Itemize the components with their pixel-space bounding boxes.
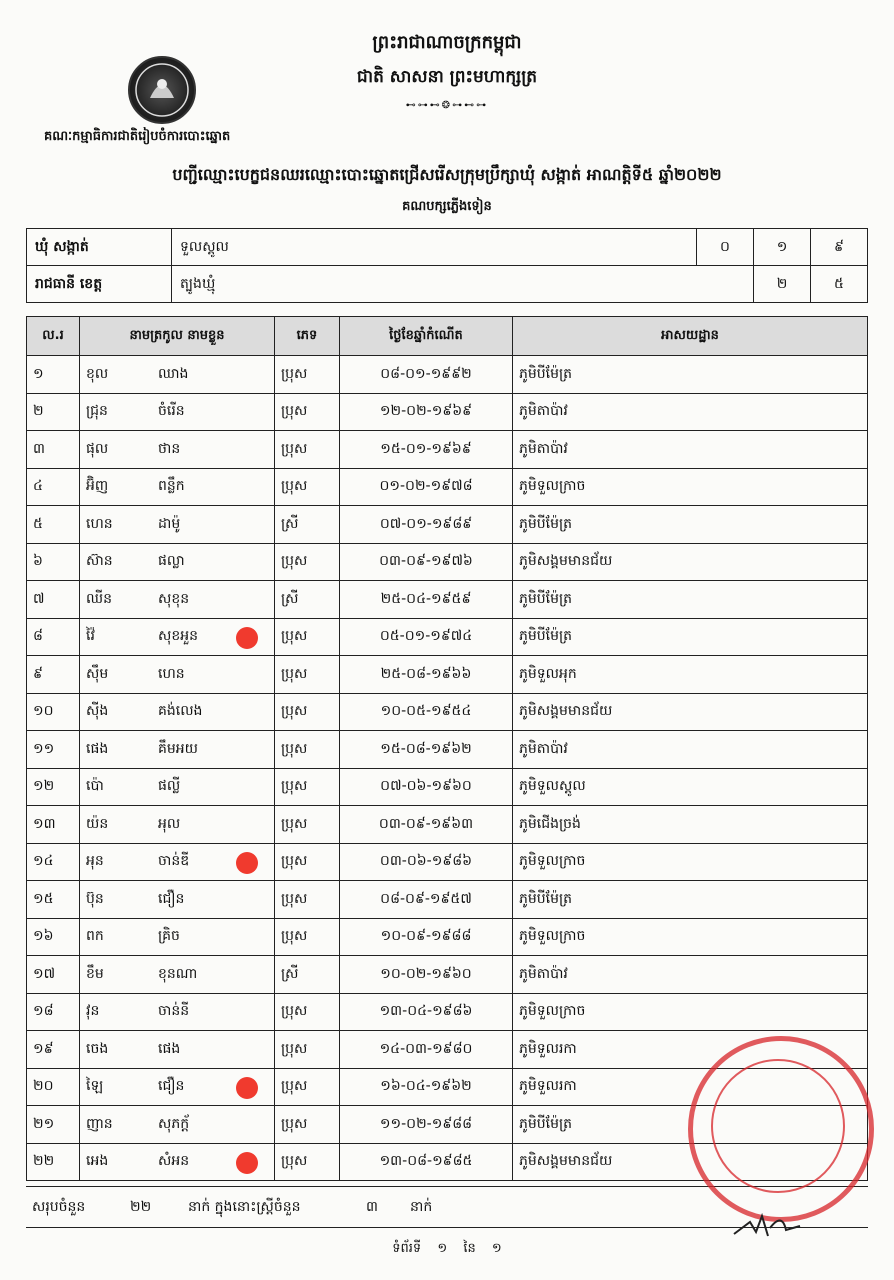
dob-cell: ០៣-០៩-១៩៦៣ [340,806,513,844]
dob-cell: ១២-០២-១៩៦៩ [340,393,513,431]
address-cell: ភូមិទួលរកា [513,1068,868,1106]
official-stamp-icon [688,1036,874,1222]
given-name: សុខុន [152,581,275,619]
province-code-digit: ៥ [811,266,868,303]
address-cell: ភូមិទួលអុក [513,656,868,694]
family-name: ពក [80,918,153,956]
dob-cell: ០៣-០៩-១៩៧៦ [340,543,513,581]
province-row [27,266,868,303]
family-name: ឡៃ [80,1068,153,1106]
family-name: ឈីន [80,581,153,619]
table-row [27,393,868,431]
given-name: គង់លេង [152,693,275,731]
given-name: ចំរើន [152,393,275,431]
given-name: ចាន់ឌី [152,843,275,881]
committee-name: គណៈកម្មាធិការជាតិរៀបចំការបោះឆ្នោត [44,129,231,144]
address-cell: ភូមិទួលក្រាច [513,468,868,506]
row-number: ១៧ [27,956,80,994]
province-label: រាជធានី ខេត្ត [27,266,172,303]
page-label: ទំព័រទី [392,1241,422,1256]
address-cell: ភូមិទួលក្រាច [513,843,868,881]
address-cell: ភូមិសង្គមមានជ័យ [513,1143,868,1181]
ornament-divider: ⊷⊶⊷❂⊶⊷⊶ [405,100,489,111]
given-name: ថាន [152,431,275,469]
row-number: ១៦ [27,918,80,956]
row-number: ២១ [27,1106,80,1144]
table-row [27,468,868,506]
family-name: វុន [80,993,153,1031]
emblem-icon [128,56,196,124]
row-number: ១៩ [27,1031,80,1069]
sex-cell: ប្រុស [275,356,340,394]
table-row [27,993,868,1031]
given-name: ចាន់នី [152,993,275,1031]
red-mark-icon [236,1152,258,1174]
address-cell: ភូមិបីម៉ែត្រ [513,1106,868,1144]
row-number: ៩ [27,656,80,694]
red-mark-icon [236,852,258,874]
province-value: ត្បូងឃ្មុំ [172,266,754,303]
family-name: ចេង [80,1031,153,1069]
family-name: ញាន [80,1106,153,1144]
document-title: បញ្ជីឈ្មោះបេក្ខជនឈរឈ្មោះបោះឆ្នោតជ្រើសរើសក្រុមប្រឹក្សាឃុំ សង្កាត់ អាណត្តិទី៥ ឆ្នាំ២០២២ [172,165,722,184]
sex-cell: ស្រី [275,506,340,544]
address-cell: ភូមិបីម៉ែត្រ [513,881,868,919]
row-number: ២២ [27,1143,80,1181]
sex-cell: ប្រុស [275,881,340,919]
sex-cell: ប្រុស [275,843,340,881]
dob-cell: ០១-០២-១៩៧៨ [340,468,513,506]
sex-cell: ប្រុស [275,693,340,731]
dob-cell: ០៨-០៩-១៩៥៧ [340,881,513,919]
page-current: ១ [437,1241,448,1256]
row-number: ១៤ [27,843,80,881]
dob-cell: ០៣-០៦-១៩៨៦ [340,843,513,881]
given-name: គ្រិច [152,918,275,956]
dob-cell: ០៧-០៦-១៩៦០ [340,768,513,806]
stamp-inner-ring [711,1059,845,1193]
family-name: ខុល [80,356,153,394]
summary-unit: នាក់ [410,1199,433,1215]
location-table [26,228,868,303]
table-row [27,618,868,656]
family-name: ស៊ីង [80,693,153,731]
family-name: ហេន [80,506,153,544]
header-dob: ថ្ងៃខែឆ្នាំកំណើត [340,317,513,356]
address-cell: ភូមិជើងច្រង់ [513,806,868,844]
red-mark-icon [236,627,258,649]
given-name: ជឿន [152,881,275,919]
address-cell: ភូមិតាប៉ាវ [513,393,868,431]
address-cell: ភូមិទួលក្រាច [513,918,868,956]
given-name: ឈាង [152,356,275,394]
address-cell: ភូមិបីម៉ែត្រ [513,506,868,544]
sex-cell: ប្រុស [275,1068,340,1106]
motto-heading: ជាតិ សាសនា ព្រះមហាក្សត្រ [356,67,538,87]
table-row [27,543,868,581]
dob-cell: ១១-០២-១៩៨៨ [340,1106,513,1144]
commune-label: ឃុំ សង្កាត់ [27,229,172,266]
address-cell: ភូមិទួលក្រាច [513,993,868,1031]
header-address: អាសយដ្ឋាន [513,317,868,356]
table-row [27,768,868,806]
given-name: ផល្លី [152,768,275,806]
row-number: ៥ [27,506,80,544]
sex-cell: ប្រុស [275,768,340,806]
table-header-row [27,317,868,356]
family-name: ផុល [80,431,153,469]
dob-cell: ០៥-០១-១៩៧៤ [340,618,513,656]
address-cell: ភូមិតាប៉ាវ [513,956,868,994]
header-no: ល.រ [27,317,80,356]
commune-row [27,229,868,266]
dob-cell: ២៥-០៤-១៩៥៩ [340,581,513,619]
summary-unit: នាក់ ក្នុងនោះស្ត្រីចំនួន [188,1199,301,1215]
table-row [27,918,868,956]
address-cell: ភូមិសង្គមមានជ័យ [513,543,868,581]
table-row [27,656,868,694]
family-name: យ៉ន [80,806,153,844]
address-cell: ភូមិសង្គមមានជ័យ [513,693,868,731]
summary-women: ៣ [366,1199,378,1215]
sex-cell: ប្រុស [275,731,340,769]
sex-cell: ប្រុស [275,468,340,506]
sex-cell: ស្រី [275,956,340,994]
table-row [27,693,868,731]
table-row [27,843,868,881]
family-name: អេង [80,1143,153,1181]
table-row [27,356,868,394]
given-name: សំអន [152,1143,275,1181]
row-number: ១១ [27,731,80,769]
row-number: ១២ [27,768,80,806]
dob-cell: ២៥-០៨-១៩៦៦ [340,656,513,694]
row-number: ២ [27,393,80,431]
row-number: ១៥ [27,881,80,919]
family-name: អុន [80,843,153,881]
given-name: សុភក្ដ័ [152,1106,275,1144]
dob-cell: ១០-០៥-១៩៥៤ [340,693,513,731]
kingdom-heading: ព្រះរាជាណាចក្រកម្ពុជា [372,32,522,53]
commune-code-digit: ១ [754,229,811,266]
red-mark-icon [236,1077,258,1099]
sex-cell: ប្រុស [275,1031,340,1069]
row-number: ៦ [27,543,80,581]
row-number: ១០ [27,693,80,731]
dob-cell: ១៣-០៤-១៩៨៦ [340,993,513,1031]
row-number: ៤ [27,468,80,506]
dob-cell: ០៨-០១-១៩៩២ [340,356,513,394]
given-name: អុល [152,806,275,844]
sex-cell: ប្រុស [275,393,340,431]
address-cell: ភូមិទួលស្ដូល [513,768,868,806]
sex-cell: ប្រុស [275,993,340,1031]
row-number: ១៣ [27,806,80,844]
family-name: អ៊ិញ [80,468,153,506]
dob-cell: ១៣-០៨-១៩៨៥ [340,1143,513,1181]
province-code-digit: ២ [754,266,811,303]
header-name: នាមត្រកូល នាមខ្លួន [80,317,275,356]
page-total: ១ [491,1241,502,1256]
family-name: ស៊ាន [80,543,153,581]
sex-cell: ប្រុស [275,618,340,656]
given-name: ខុនណា [152,956,275,994]
given-name: ហេន [152,656,275,694]
page-of: នៃ [463,1241,476,1256]
dob-cell: ១៦-០៤-១៩៦២ [340,1068,513,1106]
commune-value: ទួលស្ដូល [172,229,697,266]
row-number: ២០ [27,1068,80,1106]
given-name: គឹមអយ [152,731,275,769]
dob-cell: ០៧-០១-១៩៨៩ [340,506,513,544]
sex-cell: ប្រុស [275,1106,340,1144]
commune-code-digit: ០ [697,229,754,266]
dob-cell: ១៥-០៨-១៩៦២ [340,731,513,769]
family-name: ប៉ោ [80,768,153,806]
table-row [27,731,868,769]
party-name: គណបក្សភ្លើងទៀន [402,199,492,214]
sex-cell: ស្រី [275,581,340,619]
sex-cell: ប្រុស [275,1143,340,1181]
family-name: ប៊ុន [80,881,153,919]
family-name: ស៊ឹម [80,656,153,694]
family-name: ជ្រុន [80,393,153,431]
table-row [27,506,868,544]
given-name: ដាម៉ូ [152,506,275,544]
address-cell: ភូមិបីម៉ែត្រ [513,581,868,619]
sex-cell: ប្រុស [275,806,340,844]
table-row [27,881,868,919]
dob-cell: ១៥-០១-១៩៦៩ [340,431,513,469]
table-row [27,431,868,469]
table-row [27,806,868,844]
given-name: ជឿន [152,1068,275,1106]
given-name: ពន្លឹក [152,468,275,506]
address-cell: ភូមិទួលរកា [513,1031,868,1069]
summary-label: សរុបចំនួន [32,1199,86,1215]
table-row [27,956,868,994]
dob-cell: ១០-០៩-១៩៨៨ [340,918,513,956]
header-sex: ភេទ [275,317,340,356]
family-name: ខឹម [80,956,153,994]
signature-icon [730,1208,820,1242]
address-cell: ភូមិតាប៉ាវ [513,731,868,769]
row-number: ៣ [27,431,80,469]
given-name: ផល្លា [152,543,275,581]
given-name: ផេង [152,1031,275,1069]
sex-cell: ប្រុស [275,543,340,581]
page-number [0,1240,894,1259]
summary-total: ២២ [130,1199,152,1215]
address-cell: ភូមិតាប៉ាវ [513,431,868,469]
sex-cell: ប្រុស [275,918,340,956]
row-number: ៧ [27,581,80,619]
dob-cell: ១០-០២-១៩៦០ [340,956,513,994]
dob-cell: ១៤-០៣-១៩៨០ [340,1031,513,1069]
address-cell: ភូមិបីម៉ែត្រ [513,618,868,656]
row-number: ១ [27,356,80,394]
row-number: ១៨ [27,993,80,1031]
sex-cell: ប្រុស [275,431,340,469]
family-name: ផេង [80,731,153,769]
family-name: វ៉ៃ [80,618,153,656]
address-cell: ភូមិបីម៉ែត្រ [513,356,868,394]
commune-code-digit: ៩ [811,229,868,266]
sex-cell: ប្រុស [275,656,340,694]
table-row [27,581,868,619]
given-name: សុខអួន [152,618,275,656]
row-number: ៨ [27,618,80,656]
